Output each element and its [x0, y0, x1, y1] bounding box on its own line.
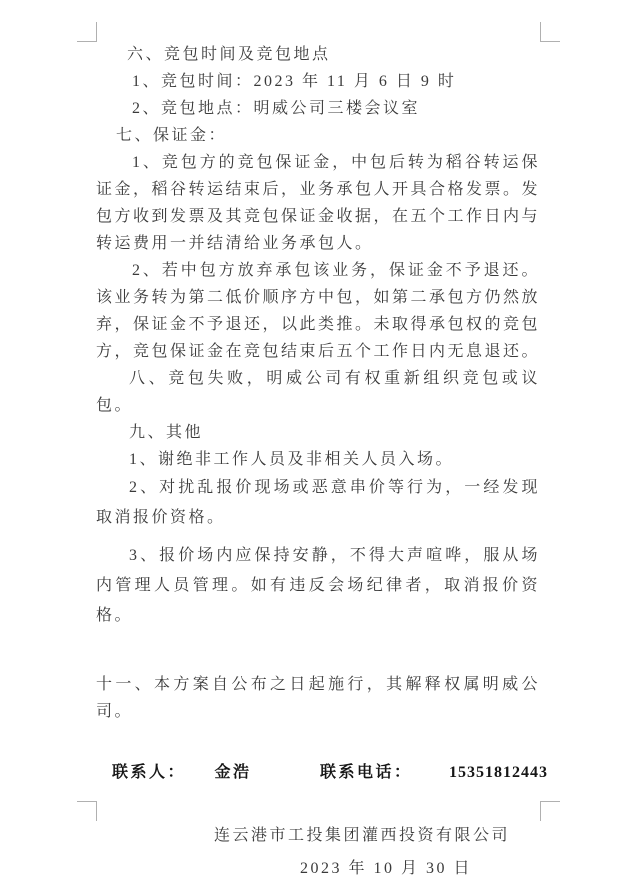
text-boundary-mark-top-right	[540, 22, 560, 42]
contact-phone-label: 联系电话：	[320, 764, 413, 781]
section-7-heading: 七、保证金：	[116, 127, 228, 144]
contact-row	[96, 759, 549, 786]
section-6-heading: 六、竞包时间及竞包地点	[127, 46, 331, 63]
bid-location-item: 2、竞包地点：明威公司三楼会议室	[132, 100, 421, 117]
signature-company: 连云港市工投集团灌西投资有限公司	[213, 827, 510, 844]
signature-date: 2023 年 10 月 30 日	[299, 860, 472, 877]
document-body	[96, 41, 549, 882]
contact-name-value: 金浩	[214, 764, 252, 781]
bid-time-item: 1、竞包时间：2023 年 11 月 6 日 9 时	[132, 73, 457, 90]
deposit-clause-1: 1、竞包方的竞包保证金，中包后转为稻谷转运保证金，稻谷转运结束后，业务承包人开具合格发票。发包方收到发票及其竞包保证金收据，在五个工作日内与转运费用一并结清给业务承包人。	[96, 154, 541, 252]
text-boundary-mark-bottom-left	[77, 801, 97, 821]
section-9-heading: 九、其他	[129, 424, 204, 441]
section-8-clause: 八、竞包失败，明威公司有权重新组织竞包或议包。	[96, 370, 540, 414]
deposit-clause-2: 2、若中包方放弃承包该业务，保证金不予退还。该业务转为第二低价顺序方中包，如第二承包方仍然放弃，保证金不予退还，以此类推。未取得承包权的竞包方，竞包保证金在竞包结束后五个工作日内无息退还。	[96, 262, 541, 360]
section-11-clause: 十一、本方案自公布之日起施行，其解释权属明威公司。	[96, 676, 540, 720]
contact-phone-value: 15351812443	[449, 764, 549, 781]
other-clause-3: 3、报价场内应保持安静，不得大声喧哗，服从场内管理人员管理。如有违反会场纪律者，取消报价资格。	[96, 547, 540, 624]
other-clause-2: 2、对扰乱报价现场或恶意串价等行为，一经发现取消报价资格。	[96, 479, 540, 526]
text-boundary-mark-bottom-right	[540, 801, 560, 821]
contact-name-label: 联系人：	[112, 764, 187, 781]
text-boundary-mark-top-left	[77, 22, 97, 42]
other-clause-1: 1、谢绝非工作人员及非相关人员入场。	[129, 451, 455, 468]
